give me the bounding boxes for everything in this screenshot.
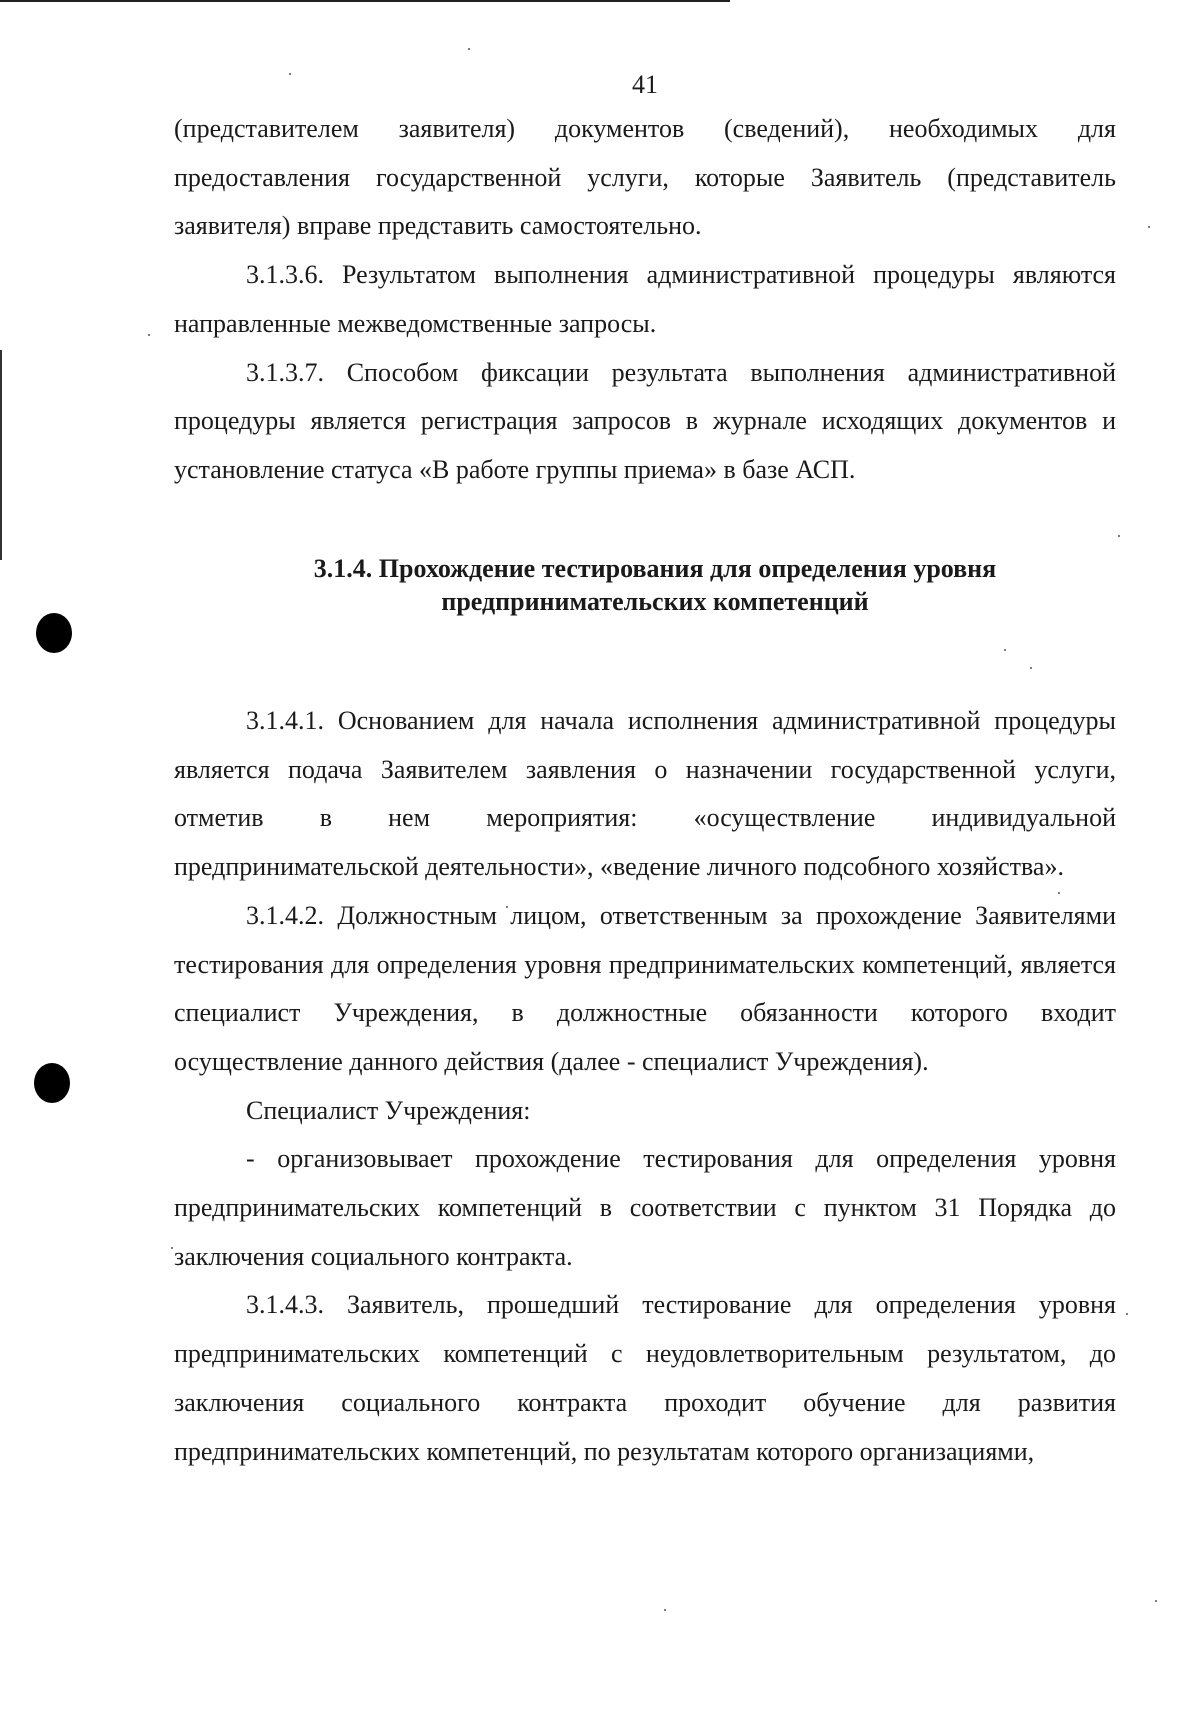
scan-speck xyxy=(1155,1600,1157,1602)
scan-top-edge-line xyxy=(0,0,730,2)
scan-speck xyxy=(664,1609,666,1611)
body-text-upper xyxy=(174,105,1116,495)
scan-speck xyxy=(468,48,470,50)
paragraph: (представителем заявителя) документов (сведений), необходимых для предоставления государственной услуги, которые Заявитель (представитель заявителя) вправе представить самостоятельно. xyxy=(174,114,1116,241)
scan-speck xyxy=(1148,226,1150,228)
body-text-lower xyxy=(174,697,1116,1476)
scan-speck xyxy=(148,334,150,336)
section-heading-line: 3.1.4. Прохождение тестирования для определения уровня xyxy=(313,554,997,583)
scan-speck xyxy=(1126,1313,1128,1315)
paragraph: 3.1.3.6. Результатом выполнения административной процедуры являются направленные межведомственные запросы. xyxy=(174,260,1116,338)
paragraph: Специалист Учреждения: xyxy=(246,1095,531,1125)
paragraph: 3.1.3.7. Способом фиксации результата выполнения административной процедуры является регистрация запросов в журнале исходящих документов и установление статуса «В работе группы приема» в базе АСП. xyxy=(174,357,1116,484)
page-number: 41 xyxy=(632,70,658,99)
punch-hole-mark xyxy=(36,613,72,653)
scan-speck xyxy=(1004,649,1006,651)
paragraph: 3.1.4.1. Основанием для начала исполнения административной процедуры является подача Заявителем заявления о назначении государственной услуги, отметив в нем мероприятия: «осуществление индивидуальной предпринимательской деятельности», «ведение личного подсобного хозяйства». xyxy=(174,706,1116,882)
section-heading xyxy=(230,552,1080,618)
scan-speck xyxy=(1118,535,1120,537)
scan-speck xyxy=(1030,667,1032,669)
punch-hole-mark xyxy=(34,1063,70,1103)
paragraph: - организовывает прохождение тестирования для определения уровня предпринимательских компетенций в соответствии с пунктом 31 Порядка до заключения социального контракта. xyxy=(174,1144,1116,1271)
paragraph: 3.1.4.3. Заявитель, прошедший тестирование для определения уровня предпринимательских компетенций с неудовлетворительным результатом, до заключения социального контракта проходит обучение для развития предпринимательских компетенций, по результатам которого организациями, xyxy=(174,1290,1116,1466)
section-heading-line: предпринимательских компетенций xyxy=(441,587,869,616)
paragraph: 3.1.4.2. Должностным лицом, ответственным за прохождение Заявителями тестирования для определения уровня предпринимательских компетенций, является специалист Учреждения, в должностные обязанности которого входит осуществление данного действия (далее - специалист Учреждения). xyxy=(174,900,1116,1076)
scan-speck xyxy=(171,1247,173,1249)
scan-left-edge-line xyxy=(0,350,2,560)
